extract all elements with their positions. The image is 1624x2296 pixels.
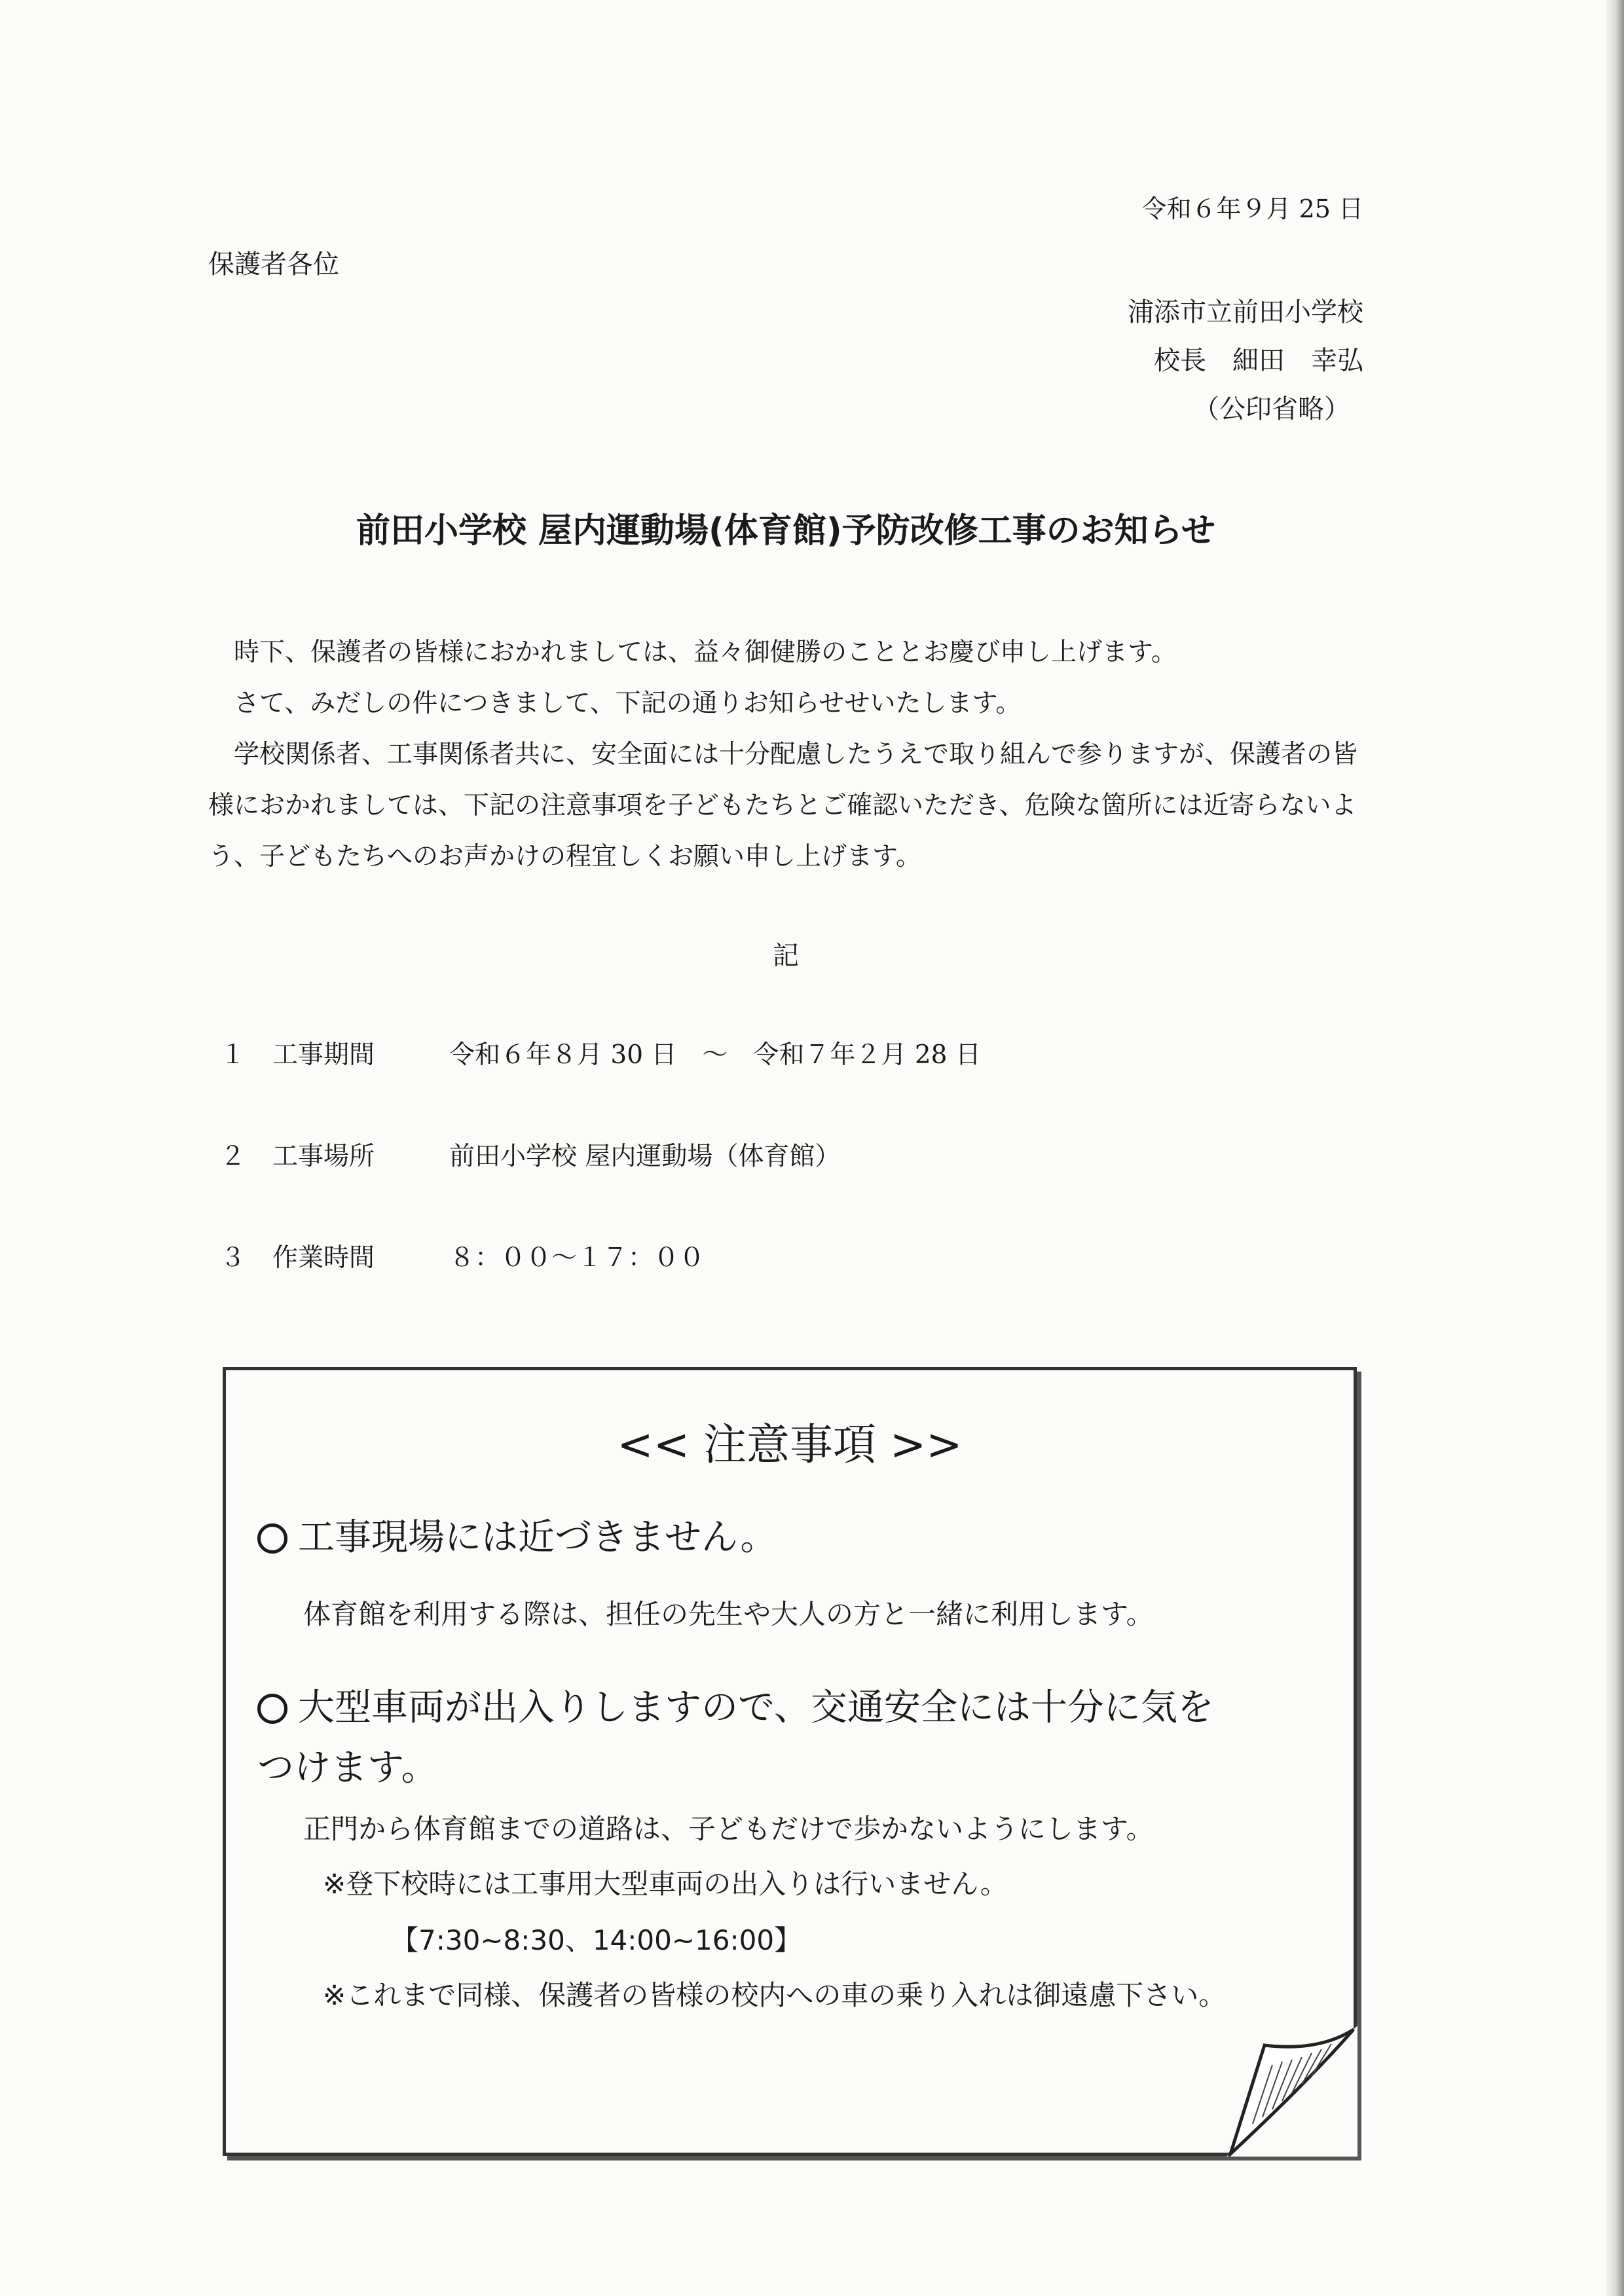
item-label: 作業時間 [272, 1243, 375, 1273]
item-value: 令和６年８月 30 日 ～ 令和７年２月 28 日 [449, 1040, 981, 1070]
document-date: 令和６年９月 25 日 [1141, 194, 1363, 223]
item-label: 工事場所 [272, 1142, 375, 1171]
notice-title: << 注意事項 >> [617, 1419, 963, 1470]
notice-point-2-heading [257, 1678, 1214, 1738]
notice-point-2-heading-cont: つけます。 [257, 1747, 438, 1789]
seal-note: （公印省略） [1193, 394, 1350, 424]
page-curl-icon [1227, 2026, 1357, 2157]
item-value: 前田小学校 屋内運動場（体育館） [449, 1142, 841, 1171]
notice-point-1-heading [257, 1508, 777, 1568]
item-value: ８：００～１７：００ [449, 1243, 705, 1273]
notice-point-1-detail: 体育館を利用する際は、担任の先生や大人の方と一緒に利用します。 [303, 1598, 1154, 1630]
item-construction-location [220, 1136, 840, 1173]
item-work-hours [220, 1237, 705, 1274]
principal-name: 校長 細田 幸弘 [1154, 346, 1363, 376]
notice-box [223, 1367, 1357, 2156]
scan-edge-shadow [1606, 0, 1624, 2296]
body-paragraph-3: 学校関係者、工事関係者共に、安全面には十分配慮したうえで取り組んで参りますが、保護者の皆様におかれましては、下記の注意事項を子どもたちとご確認いただき、危険な箇所には近寄らないよう、子どもたちへのお声かけの程宜しくお願い申し上げます。 [208, 740, 1358, 871]
sender-block [1128, 288, 1363, 433]
school-name: 浦添市立前田小学校 [1128, 297, 1363, 327]
body-text [208, 627, 1380, 883]
item-number: ３ [220, 1243, 246, 1273]
notice-point-1-text: 工事現場には近づきません。 [298, 1516, 777, 1559]
body-paragraph-2: さて、みだしの件につきまして、下記の通りお知らせせいたします。 [234, 689, 1022, 718]
notice-point-2-text: 大型車両が出入りしますので、交通安全には十分に気を [298, 1686, 1214, 1729]
item-construction-period [220, 1034, 981, 1071]
notice-point-2-detail: 正門から体育館までの道路は、子どもだけで歩かないようにします。 [303, 1813, 1154, 1845]
item-number: １ [220, 1040, 246, 1070]
circle-bullet-icon [257, 1523, 287, 1554]
item-number: ２ [220, 1142, 246, 1171]
notice-point-2-note-2: ※これまで同様、保護者の皆様の校内への車の乗り入れは御遠慮下さい。 [323, 1979, 1227, 2011]
page-title: 前田小学校 屋内運動場(体育館)予防改修工事のお知らせ [356, 511, 1216, 551]
body-paragraph-1: 時下、保護者の皆様におかれましては、益々御健勝のこととお慶び申し上げます。 [234, 638, 1177, 667]
item-label: 工事期間 [272, 1040, 375, 1070]
notice-point-2-note-1: ※登下校時には工事用大型車両の出入りは行いません。 [323, 1868, 1008, 1900]
circle-bullet-icon [257, 1694, 287, 1724]
recipient: 保護者各位 [208, 249, 339, 280]
notice-point-2-times: 【7:30~8:30、14:00~16:00】 [391, 1924, 802, 1956]
ki-heading: 記 [773, 941, 799, 971]
